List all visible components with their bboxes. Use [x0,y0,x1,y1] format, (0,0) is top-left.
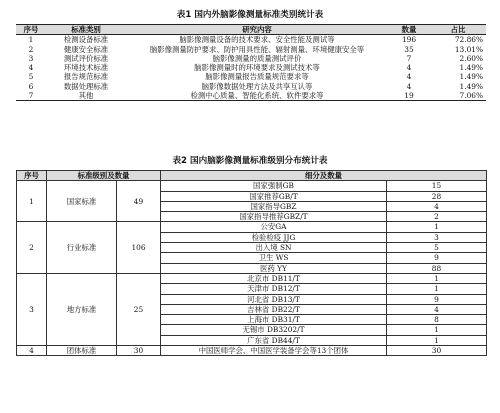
subcategory-count: 4 [387,304,487,314]
subcategory-name: 医药 YY [161,263,387,273]
subcategory-count: 9 [387,294,487,304]
count-cell: 4 [406,63,412,73]
subcategory-name: 检验检疫 JJG [161,232,387,242]
content-cell: 脑影像数据处理方法及共享互认等 [201,81,313,91]
row-number: 1 [28,35,34,45]
table1-header-content: 研究内容 [126,25,388,35]
row-number: 3 [28,53,34,63]
subcategory-name: 河北省 DB13/T [161,294,387,304]
ratio-cell: 1.49% [459,81,483,91]
content-cell: 脑影像测量报告质量规范要求等 [205,72,309,82]
table-row [16,82,486,91]
subcategory-name: 上海市 DB31/T [161,315,387,325]
subcategory-name: 国家推荐GB/T [161,191,387,201]
group-level: 团体标准 [47,346,117,356]
table1-header-row [16,25,486,35]
ratio-cell: 13.01% [454,44,483,54]
table1-caption: 表1 国内外脑影像测量标准类别统计表 [176,10,324,20]
content-cell: 检测中心质量、智能化系统、软件要求等 [126,91,388,101]
ratio-cell: 1.49% [459,63,483,73]
table-row [16,45,486,54]
content-cell: 脑影像测量设备的技术要求、安全性能及测试等 [179,35,335,45]
subcategory-name: 国家强制GB [161,181,387,191]
table-row [17,181,487,191]
subcategory-count: 9 [387,253,487,263]
table-row [17,346,487,356]
group-number: 3 [17,273,47,345]
table2-header-detail: 细分及数量 [161,171,487,181]
group-number: 2 [17,222,47,273]
group-number: 4 [17,346,47,356]
row-number: 5 [28,72,34,82]
category-cell: 测试评价标准 [63,53,109,63]
count-cell: 4 [406,72,412,82]
category-cell: 健康安全标准 [63,44,109,54]
subcategory-count: 1 [387,273,487,283]
group-number: 1 [17,181,47,222]
group-count: 49 [117,181,161,222]
subcategory-count: 1 [387,325,487,335]
row-number: 7 [16,91,46,101]
table-row [16,63,486,72]
count-cell: 7 [406,53,412,63]
table-row [16,91,486,101]
table1-header-ratio: 占比 [430,25,486,35]
row-number: 4 [28,63,34,73]
ratio-cell: 2.60% [459,53,483,63]
subcategory-count: 8 [387,315,487,325]
subcategory-count: 28 [387,191,487,201]
subcategory-name: 国家指导GBZ [161,201,387,211]
subcategory-name: 中国医师学会、中国医学装备学会等13个团体 [161,346,387,356]
row-number: 6 [28,81,34,91]
content-cell: 脑影像测量防护要求、防护用具性能、辐射测量、环境健康安全等 [149,44,365,54]
table2-header-level: 标准级别及数量 [47,171,161,181]
subcategory-count: 1 [387,284,487,294]
subcategory-name: 无锡市 DB3202/T [161,325,387,335]
standard-category-table [16,24,486,101]
subcategory-count: 2 [387,212,487,222]
category-cell: 环境技术标准 [63,63,109,73]
content-cell: 脑影像测量时的环境要求及测试技术等 [194,63,320,73]
category-cell: 其他 [46,91,126,101]
category-cell: 数据处理标准 [63,81,109,91]
subcategory-name: 国家指导推荐GBZ/T [161,212,387,222]
table-row [17,222,487,232]
table-row [17,273,487,283]
subcategory-count: 30 [387,346,487,356]
group-level: 国家标准 [47,181,117,222]
standard-level-table [16,170,487,356]
table-row [16,54,486,63]
row-number: 2 [28,44,34,54]
subcategory-count: 88 [387,263,487,273]
count-cell: 19 [388,91,430,101]
subcategory-name: 卫生 WS [161,253,387,263]
group-level: 地方标准 [47,273,117,345]
count-cell: 196 [401,35,417,45]
subcategory-count: 5 [387,243,487,253]
subcategory-count: 4 [387,201,487,211]
subcategory-name: 出入境 SN [161,243,387,253]
ratio-cell: 7.06% [430,91,486,101]
table1-header-count: 数量 [388,25,430,35]
table1-header-category: 标准类别 [46,25,126,35]
subcategory-count: 3 [387,232,487,242]
subcategory-count: 1 [387,335,487,345]
group-count: 106 [117,222,161,273]
subcategory-count: 15 [387,181,487,191]
subcategory-count: 1 [387,222,487,232]
subcategory-name: 广东省 DB44/T [161,335,387,345]
table-row [16,72,486,81]
table-row [16,35,486,45]
subcategory-name: 天津市 DB12/T [161,284,387,294]
subcategory-name: 吉林省 DB22/T [161,304,387,314]
subcategory-name: 北京市 DB11/T [161,273,387,283]
category-cell: 检测设备标准 [63,35,109,45]
category-cell: 报告规范标准 [63,72,109,82]
count-cell: 35 [404,44,414,54]
ratio-cell: 1.49% [459,72,483,82]
group-count: 25 [117,273,161,345]
table2-header-no: 序号 [17,171,47,181]
table1-header-no: 序号 [16,25,46,35]
group-count: 30 [117,346,161,356]
ratio-cell: 72.86% [454,35,483,45]
table2-header-row [17,171,487,181]
subcategory-name: 公安GA [161,222,387,232]
group-level: 行业标准 [47,222,117,273]
count-cell: 4 [406,81,412,91]
table2-caption: 表2 国内脑影像测量标准级别分布统计表 [172,156,328,166]
content-cell: 脑影像测量的质量测试评价 [212,53,302,63]
